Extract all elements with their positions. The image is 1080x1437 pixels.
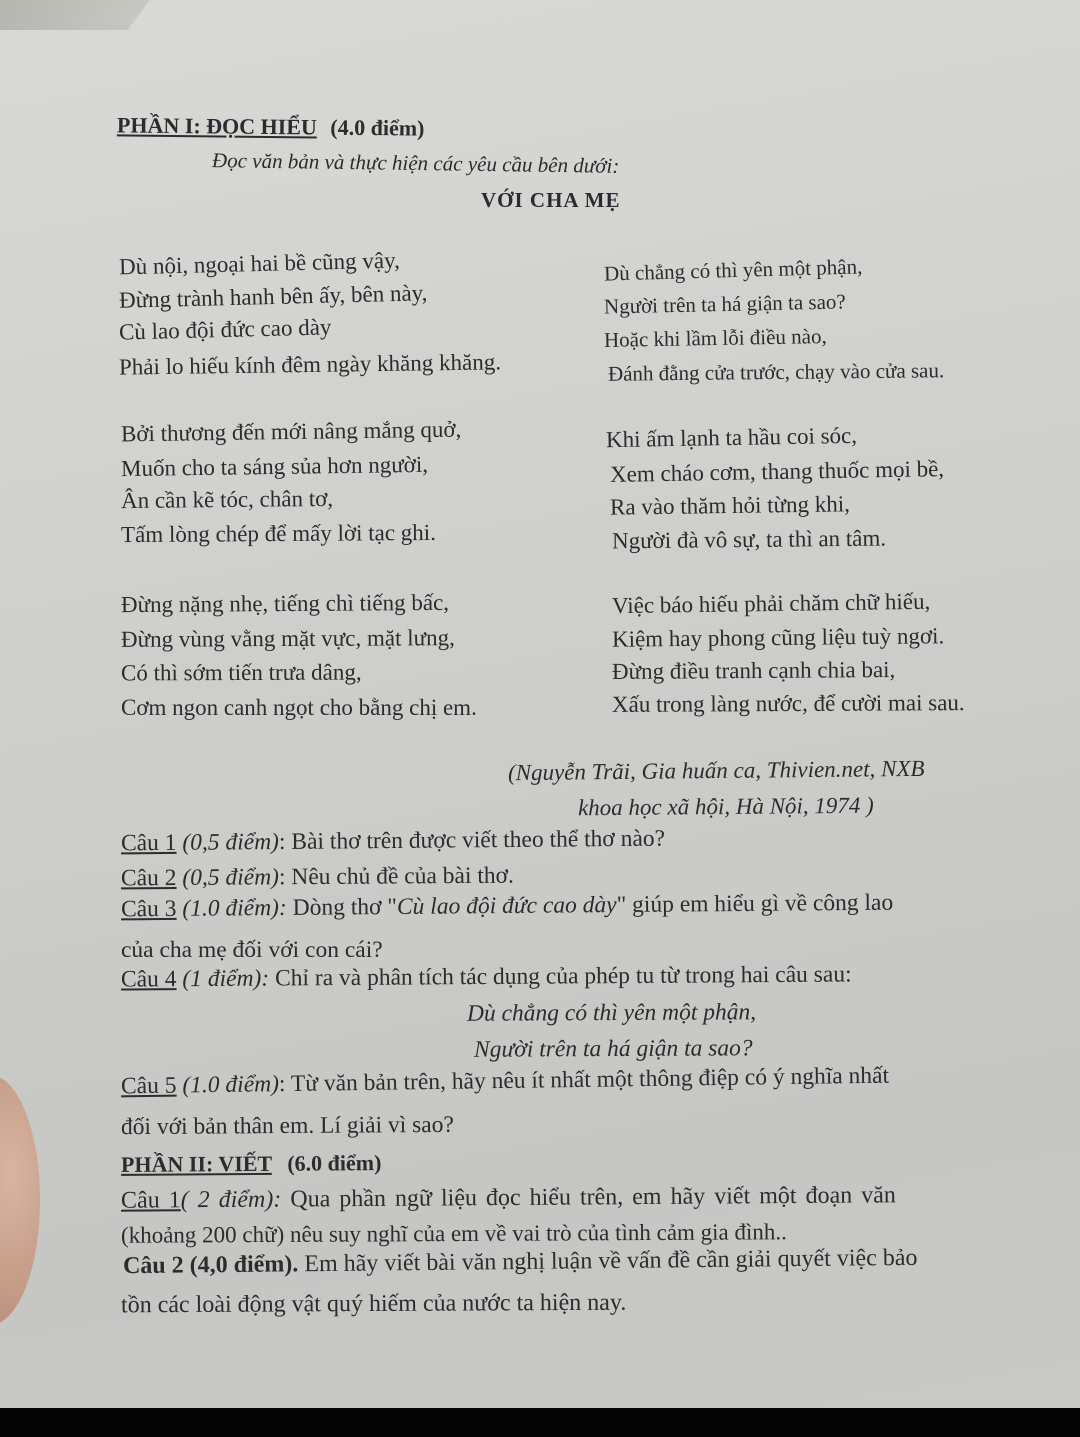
q4-text: Chỉ ra và phân tích tác dụng của phép tu từ trong hai câu sau: [269, 961, 852, 992]
poem-line: Có thì sớm tiến trưa dâng, [120, 659, 362, 686]
poem-line: Cơm ngon canh ngọt cho bằng chị em. [121, 695, 477, 720]
part2-question-2 [123, 1246, 918, 1278]
poem-line: Dù nội, ngoại hai bề cũng vậy, [118, 247, 401, 280]
p2q2-text: Em hãy viết bài văn nghị luận về vấn đề cần giải quyết việc bảo [298, 1244, 918, 1278]
p2q2-label: Câu 2 (4,0 điểm). [122, 1251, 299, 1280]
poem-line: Người trên ta há giận ta sao? [603, 289, 846, 319]
p2q1-text: Qua phần ngữ liệu đọc hiểu trên, em hãy viết một đoạn văn [281, 1182, 896, 1213]
poem-line: Cù lao đội đức cao dày [118, 314, 332, 345]
part2-heading: PHẦN II: VIẾT [120, 1150, 272, 1177]
q5-line-2: đối với bản thân em. Lí giải vì sao? [120, 1111, 454, 1141]
poem-line: Hoặc khi lầm lỗi điều nào, [603, 324, 827, 352]
q5-label: Câu 5 [120, 1072, 177, 1100]
question-3 [120, 889, 894, 923]
poem-line: Xấu trong làng nước, để cười mai sau. [611, 690, 965, 717]
q3-text-2: " giúp em hiểu gì về công lao [616, 889, 894, 919]
question-5 [120, 1062, 890, 1100]
part2-heading-line [121, 1152, 382, 1176]
q1-score: (0,5 điểm) [176, 828, 280, 856]
q4-label: Câu 4 [120, 966, 177, 993]
p2q1-label: Câu 1 [120, 1187, 181, 1214]
poem-line: Khi ấm lạnh ta hầu coi sóc, [605, 422, 858, 453]
q2-text: : Nêu chủ đề của bài thơ. [278, 862, 514, 891]
question-4 [121, 963, 852, 992]
q3-quote: Cù lao đội đức cao dày [396, 892, 617, 920]
instruction: Đọc văn bản và thực hiện các yêu cầu bên dưới: [211, 148, 620, 178]
poem-line: Dù chẳng có thì yên một phận, [603, 254, 863, 286]
poem-line: Muốn cho ta sáng sủa hơn người, [120, 451, 429, 482]
q4-verse-2: Người trên ta há giận ta sao? [473, 1035, 753, 1063]
p2q2-line-2: tồn các loài động vật quý hiếm của nước ta hiện nay. [120, 1289, 627, 1319]
poem-line: Bởi thương đến mới nâng mắng quở, [120, 416, 462, 447]
q3-text: Dòng thơ " [286, 893, 398, 921]
q4-score: (1 điểm): [176, 965, 270, 993]
poem-line: Đánh đằng cửa trước, chạy vào cửa sau. [607, 358, 945, 386]
q4-verse-1: Dù chẳng có thì yên một phận, [466, 999, 757, 1027]
question-2 [120, 862, 514, 892]
part1-heading: PHẦN I: ĐỌC HIỂU [116, 112, 317, 140]
poem-line: Kiệm hay phong cũng liệu tuỳ ngơi. [611, 623, 945, 652]
poem-line: Tấm lòng chép để mấy lời tạc ghi. [120, 519, 436, 548]
source-line-1: (Nguyễn Trãi, Gia huấn ca, Thivien.net, NXB [507, 755, 925, 786]
poem-line: Phải lo hiếu kính đêm ngày khăng khăng. [118, 349, 502, 380]
poem-title: VỚI CHA MẸ [481, 188, 621, 212]
p2q1-score: ( 2 điểm): [180, 1186, 282, 1214]
q3-score: (1.0 điểm): [176, 894, 287, 922]
poem-line: Người đà vô sự, ta thì an tâm. [611, 525, 887, 554]
p2q1-line-2: (khoảng 200 chữ) nêu suy nghĩ của em về vai trò của tình cảm gia đình.. [120, 1219, 787, 1248]
q3-line-2: của cha mẹ đối với con cái? [121, 937, 383, 963]
poem-line: Ân cần kẽ tóc, chân tơ, [120, 485, 334, 514]
poem-line: Đừng điều tranh cạnh chia bai, [611, 657, 896, 684]
question-1 [120, 825, 666, 857]
q5-score: (1.0 điểm) [176, 1071, 280, 1099]
q2-label: Câu 2 [120, 864, 177, 892]
q2-score: (0,5 điểm) [176, 864, 280, 891]
q3-label: Câu 3 [120, 895, 177, 923]
part1-heading-line [117, 114, 425, 139]
poem-line: Đừng vùng vằng mặt vực, mặt lưng, [120, 625, 455, 652]
poem-line: Đừng trành hanh bên ấy, bên này, [118, 280, 428, 313]
source-line-2: khoa học xã hội, Hà Nội, 1974 ) [577, 792, 874, 821]
q1-label: Câu 1 [120, 829, 177, 857]
part2-question-1 [121, 1183, 896, 1212]
poem-line: Xem cháo cơm, thang thuốc mọi bề, [609, 456, 945, 487]
q5-text: : Từ văn bản trên, hãy nêu ít nhất một thông điệp có ý nghĩa nhất [278, 1062, 890, 1098]
bottom-bar [0, 1408, 1080, 1437]
poem-line: Ra vào thăm hỏi từng khi, [609, 491, 851, 520]
part1-points: (4.0 điểm) [330, 114, 425, 141]
q1-text: : Bài thơ trên được viết theo thể thơ nào? [278, 825, 666, 855]
poem-line: Đừng nặng nhẹ, tiếng chì tiếng bấc, [120, 589, 450, 618]
poem-line: Việc báo hiếu phải chăm chữ hiếu, [611, 588, 931, 619]
part2-points: (6.0 điểm) [287, 1150, 382, 1176]
